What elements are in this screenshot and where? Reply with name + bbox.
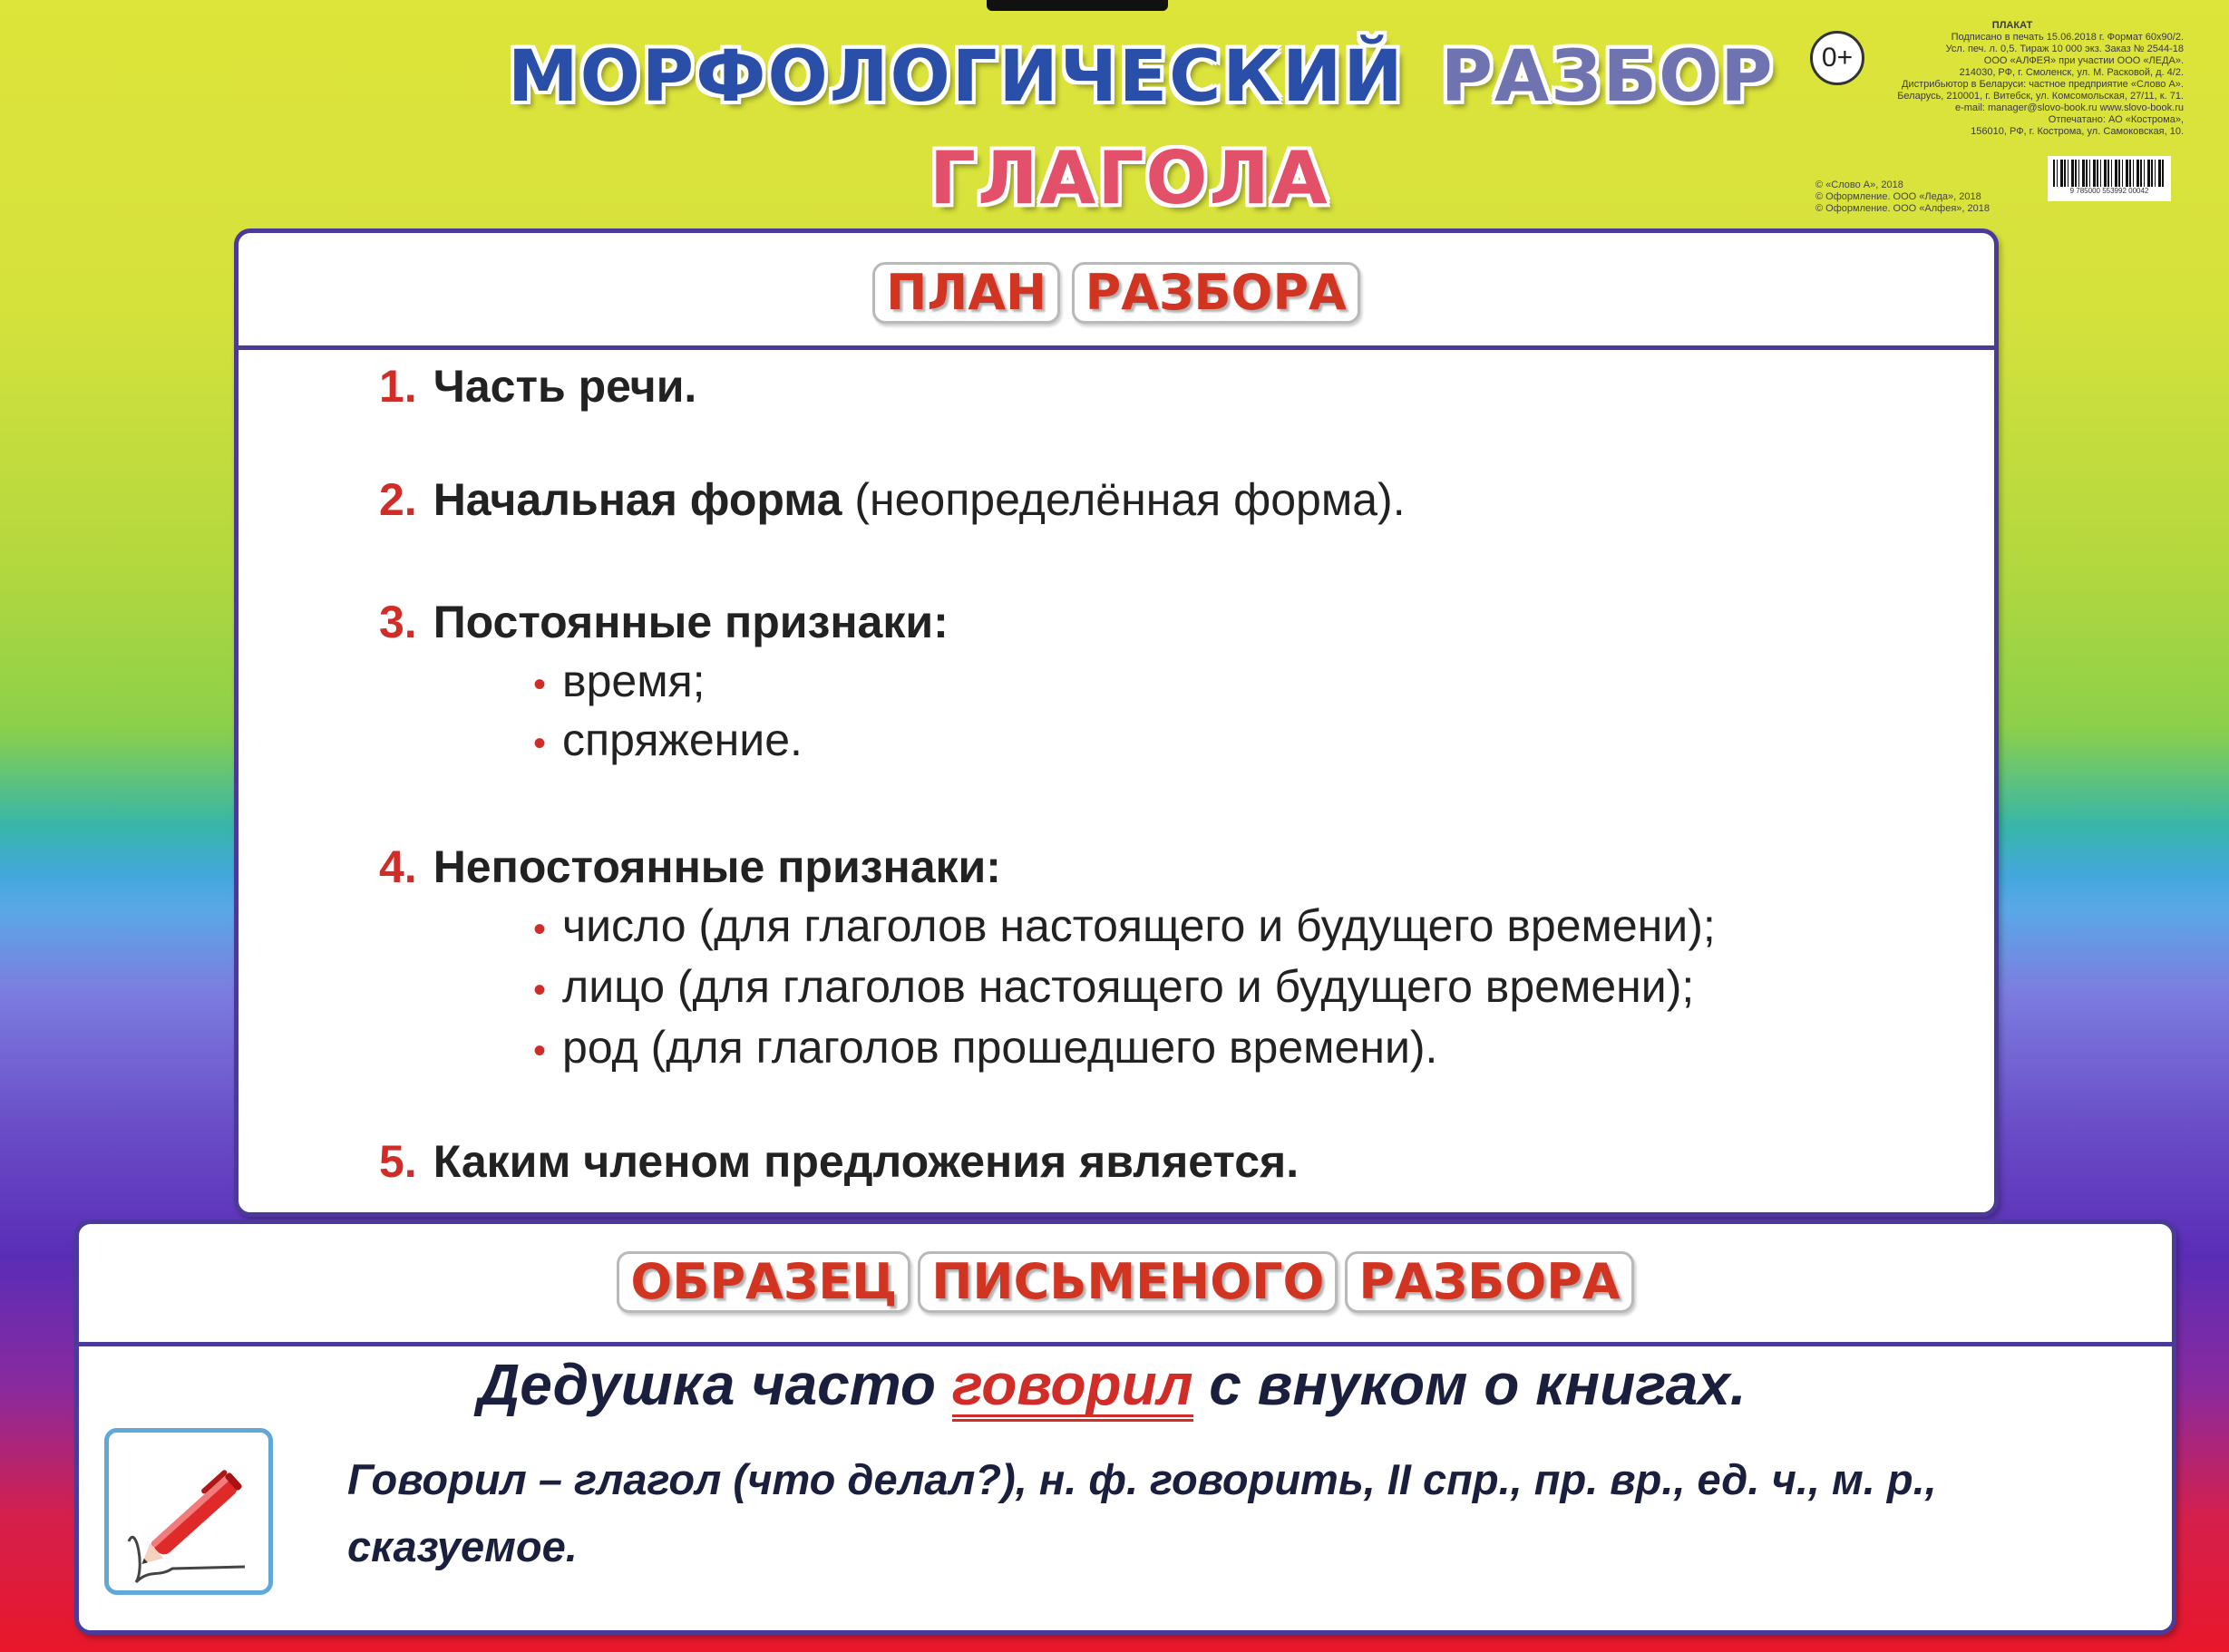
plan-item-label: Каким членом предложения является. xyxy=(433,1136,1299,1187)
plan-item-number: 4. xyxy=(379,841,417,892)
sample-sentence xyxy=(478,1351,1747,1422)
imprint-line: e-mail: manager@slovo-book.ru www.slovo-book.ru xyxy=(1954,102,2184,113)
plan-item-number: 1. xyxy=(379,361,417,412)
imprint-line: 214030, РФ, г. Смоленск, ул. М. Расковой, д. 4/2. xyxy=(1959,67,2184,78)
sentence-part: с внуком о книгах. xyxy=(1192,1352,1747,1417)
plan-item-number: 5. xyxy=(379,1136,417,1187)
copyright-block xyxy=(1815,180,2033,215)
imprint-line: ООО «АЛФЕЯ» при участии ООО «ЛЕДА». xyxy=(1983,55,2184,66)
plan-item-number: 3. xyxy=(379,597,417,647)
imprint-line: 156010, РФ, г. Кострома, ул. Самоковская, 10. xyxy=(1971,126,2184,137)
poster-subtitle: ГЛАГОЛА xyxy=(930,136,1329,220)
copyright-line: © «Слово А», 2018 xyxy=(1815,180,1903,190)
bullet-icon: • xyxy=(533,970,547,1010)
plan-item-number: 2. xyxy=(379,474,417,525)
pen-icon xyxy=(104,1428,273,1595)
plan-heading-word: РАЗБОРА xyxy=(1072,262,1360,324)
imprint-line: Подписано в печать 15.06.2018 г. Формат 60х90/2. xyxy=(1951,32,2184,43)
pen-icon-graphic xyxy=(109,1433,268,1590)
title-word-morphological: МОРФОЛОГИЧЕСКИЙ xyxy=(508,36,1405,118)
imprint-line: Отпечатано: АО «Кострома», xyxy=(2048,114,2184,125)
feature-text: лицо (для глаголов настоящего и будущего времени); xyxy=(562,961,1695,1012)
imprint-line: Беларусь, 210001, г. Витебск, ул. Комсомольская, 27/11, к. 71. xyxy=(1897,91,2184,102)
plan-item-2 xyxy=(379,473,1406,526)
bullet-icon: • xyxy=(533,665,547,705)
plan-item-3 xyxy=(379,596,949,648)
variable-feature-item xyxy=(533,1021,1437,1074)
sample-panel xyxy=(74,1220,2176,1635)
feature-text: спряжение. xyxy=(562,714,803,765)
plan-item-label: Начальная форма xyxy=(433,474,842,525)
plan-item-4 xyxy=(379,841,1001,893)
constant-feature-item xyxy=(533,655,706,707)
sample-heading-word: ПИСЬМЕНОГО xyxy=(918,1251,1338,1313)
bullet-icon: • xyxy=(533,909,547,949)
bullet-icon: • xyxy=(533,724,547,763)
constant-feature-item xyxy=(533,714,803,766)
plan-panel xyxy=(234,228,1999,1217)
sample-heading-word: РАЗБОРА xyxy=(1345,1251,1633,1313)
plan-heading-word: ПЛАН xyxy=(872,262,1060,324)
copyright-line: © Оформление. ООО «Леда», 2018 xyxy=(1815,191,1981,202)
imprint-block xyxy=(1841,20,2184,138)
poster-hanger-tab xyxy=(987,0,1168,11)
variable-feature-item xyxy=(533,960,1694,1013)
feature-text: время; xyxy=(562,656,706,706)
plan-item-5 xyxy=(379,1135,1299,1188)
title-word-analysis: РАЗБОР xyxy=(1440,36,1775,118)
copyright-line: © Оформление. ООО «Алфея», 2018 xyxy=(1815,203,1990,214)
variable-feature-item xyxy=(533,899,1716,952)
barcode-bars xyxy=(2053,160,2166,187)
poster-title xyxy=(508,36,1775,118)
imprint-line: Усл. печ. л. 0,5. Тираж 10 000 экз. Заказ № 2544-18 xyxy=(1945,44,2184,54)
plan-item-label: Постоянные признаки: xyxy=(433,597,949,647)
sample-analysis-text: Говорил – глагол (что делал?), н. ф. говорить, II спр., пр. вр., ед. ч., м. р., сказуемое. xyxy=(347,1455,1937,1570)
barcode-digits: 9 785000 553992 00042 xyxy=(2069,187,2149,195)
sample-panel-header xyxy=(79,1224,2172,1346)
age-rating-badge: 0+ xyxy=(1810,31,1864,85)
imprint-line: Дистрибьютор в Беларуси: частное предприятие «Слово А». xyxy=(1902,79,2184,90)
bullet-icon: • xyxy=(533,1031,547,1071)
feature-text: число (для глаголов настоящего и будущего времени); xyxy=(562,900,1716,951)
plan-panel-header xyxy=(238,233,1994,350)
plan-item-label: Непостоянные признаки: xyxy=(433,841,1001,892)
plan-item-1 xyxy=(379,360,696,413)
feature-text: род (для глаголов прошедшего времени). xyxy=(562,1022,1438,1073)
imprint-line: ПЛАКАТ xyxy=(1991,20,2033,31)
sample-heading-word: ОБРАЗЕЦ xyxy=(617,1251,910,1313)
sentence-verb: говорил xyxy=(952,1355,1193,1422)
plan-item-note: (неопределённая форма). xyxy=(842,474,1406,525)
plan-item-label: Часть речи. xyxy=(433,361,697,412)
barcode xyxy=(2048,156,2171,201)
sentence-part: Дедушка часто xyxy=(478,1352,952,1417)
